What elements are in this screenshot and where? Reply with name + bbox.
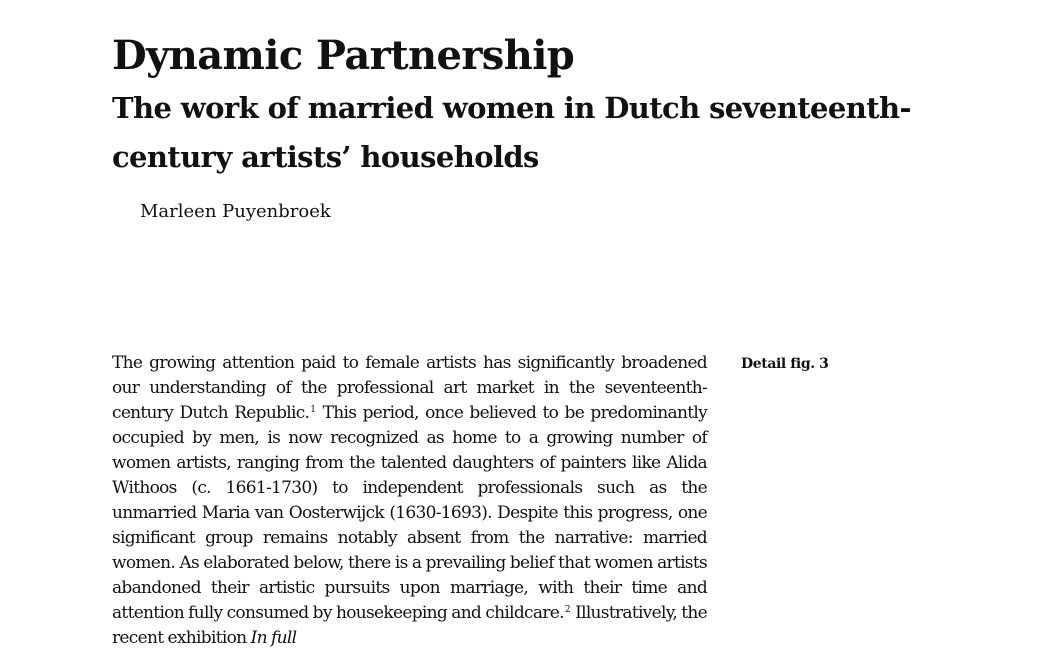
body-text-segment: This period, once believed to be predominantly occupied by men, is now recognized as home to a growing number of women artists, ranging from the talented daughters of painters like Alida Withoos (c. 1661-1730) to independent professionals such as the unmarried Maria van Oosterwijck (1630-1693). Despite this progress, one significant group remains notably absent from the narrative: married women. As elaborated below, there is a prevailing belief that women artists abandoned their artistic pursuits upon marriage, with their time and attention fully consumed by housekeeping and childcare. [112,403,707,623]
footnote-marker[interactable]: 1 [310,405,316,415]
body-text-segment: Illustratively, the recent exhibition [112,603,707,648]
article-subtitle: The work of married women in Dutch seventeenth-century artists’ households [112,91,911,174]
article-title: Dynamic Partnership [112,32,575,79]
body-text-segment: The growing attention paid to female artists has significantly broadened our understanding of the professional art market in the seventeenth-century Dutch Republic. [112,353,707,423]
author-name: Marleen Puyenbroek [140,201,331,222]
body-paragraph [112,351,707,651]
figure-caption: Detail fig. 3 [741,356,829,372]
exhibition-title: In full [250,628,297,648]
footnote-marker[interactable]: 2 [564,605,570,615]
